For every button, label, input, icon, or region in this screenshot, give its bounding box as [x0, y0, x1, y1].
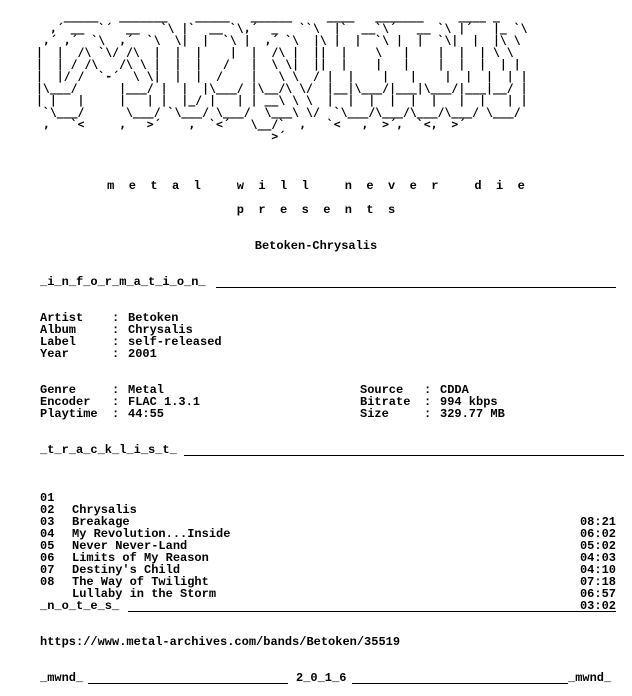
info-label-sep: :	[112, 335, 127, 349]
section-rule-tracklist	[184, 455, 624, 456]
notes-url: https://www.metal-archives.com/bands/Betoken/35519	[40, 635, 401, 649]
section-header-tracklist: _t_r_a_c_k_l_i_s_t_	[40, 443, 177, 457]
footer-year: 2_0_1_6	[296, 671, 347, 685]
track-title: Limits of My Reason	[72, 551, 209, 565]
track-number: 08	[40, 575, 55, 589]
track-title: My Revolution...Inside	[72, 527, 231, 541]
info-source-sep: :	[424, 383, 439, 397]
info-size-value: 329.77 MB	[440, 407, 505, 421]
info-bitrate-value: 994 kbps	[440, 395, 498, 409]
info-playtime-sep: :	[112, 407, 127, 421]
track-number: 03	[40, 515, 55, 529]
track-number: 02	[40, 503, 55, 517]
info-genre-value: Metal	[128, 383, 165, 397]
section-header-notes: _n_o_t_e_s_	[40, 599, 120, 613]
info-year-label: Year	[40, 347, 69, 361]
track-number: 01	[40, 491, 55, 505]
info-year-value: 2001	[128, 347, 157, 361]
info-bitrate-label: Bitrate	[360, 395, 411, 409]
track-duration: 06:57	[579, 587, 616, 601]
track-duration: 07:18	[579, 575, 616, 589]
info-encoder-value: FLAC 1.3.1	[128, 395, 201, 409]
info-album-value: Chrysalis	[128, 323, 193, 337]
track-title: The Way of Twilight	[72, 575, 209, 589]
info-source-label: Source	[360, 383, 404, 397]
footer-rule-right	[352, 683, 568, 684]
mwnd-ascii-logo: _____ _______ _____ ______ ____ _______ ____ _ ,´ __ `´ __ `\ |` __ `\,´ _ ``\ |` __`\´ __ `\ |´ |_ `\ ,´ ,´ `\ ,´ `\ \| | `\ | ,´ `\ |\ | | `\ | | `\| | |\ \ | | /\ `\/ /\ | | | | | /\ | || | \ | | | | \ \ | | / /\ /\ \ | | | / | \ \| || | | | | | | | | | |/ / `-´ \ \| | | / | \ \ / | | | | | | | | | |\___/ |___/ | | |\___/ |\__/\ \/ |__|\___/|___|\___/|___|__/ | | | | | | | |_/ | | | __\ \ \ | | | | | | | | | | `\___/ \___/ `\___/ \___/ \___\ \/ `\___/\___/\___/\___/ \___/ , `< , >´ , `<´ \__/` , `< , >´, `<, >´ >´	[36, 9, 528, 143]
presents-text: p r e s e n t s	[236, 203, 396, 217]
info-source-value: CDDA	[440, 383, 469, 397]
section-rule-notes	[128, 611, 616, 612]
track-number: 06	[40, 551, 55, 565]
info-label-value: self-released	[128, 335, 222, 349]
track-number: 07	[40, 563, 55, 577]
track-title: Never Never-Land	[72, 539, 188, 553]
footer-rule-left	[88, 683, 288, 684]
info-artist-label: Artist	[40, 311, 84, 325]
info-artist-value: Betoken	[128, 311, 179, 325]
tagline: m e t a l w i l l n e v e r d i e	[107, 179, 525, 193]
track-title: Breakage	[72, 515, 130, 529]
info-album-label: Album	[40, 323, 77, 337]
section-header-information: _i_n_f_o_r_m_a_t_i_o_n_	[40, 275, 206, 289]
track-number: 05	[40, 539, 55, 553]
footer-right-tag: _mwnd_	[568, 671, 612, 685]
track-duration: 06:02	[579, 527, 616, 541]
info-playtime-value: 44:55	[128, 407, 165, 421]
info-album-sep: :	[112, 323, 127, 337]
info-genre-sep: :	[112, 383, 127, 397]
track-duration: 04:03	[579, 551, 616, 565]
info-label-label: Label	[40, 335, 77, 349]
info-encoder-label: Encoder	[40, 395, 91, 409]
footer-left-tag: _mwnd_	[40, 671, 84, 685]
track-title: Lullaby in the Storm	[72, 587, 217, 601]
section-rule-information	[216, 287, 616, 288]
track-duration: 04:10	[579, 563, 616, 577]
info-genre-label: Genre	[40, 383, 77, 397]
track-duration: 05:02	[579, 539, 616, 553]
info-size-sep: :	[424, 407, 439, 421]
info-playtime-label: Playtime	[40, 407, 98, 421]
release-title: Betoken-Chrysalis	[254, 239, 378, 253]
track-title: Chrysalis	[72, 503, 137, 517]
track-title: Destiny's Child	[72, 563, 181, 577]
info-year-sep: :	[112, 347, 127, 361]
info-bitrate-sep: :	[424, 395, 439, 409]
info-encoder-sep: :	[112, 395, 127, 409]
track-number: 04	[40, 527, 55, 541]
track-duration: 08:21	[579, 515, 616, 529]
info-artist-sep: :	[112, 311, 127, 325]
track-duration: 03:02	[579, 599, 616, 613]
info-size-label: Size	[360, 407, 389, 421]
